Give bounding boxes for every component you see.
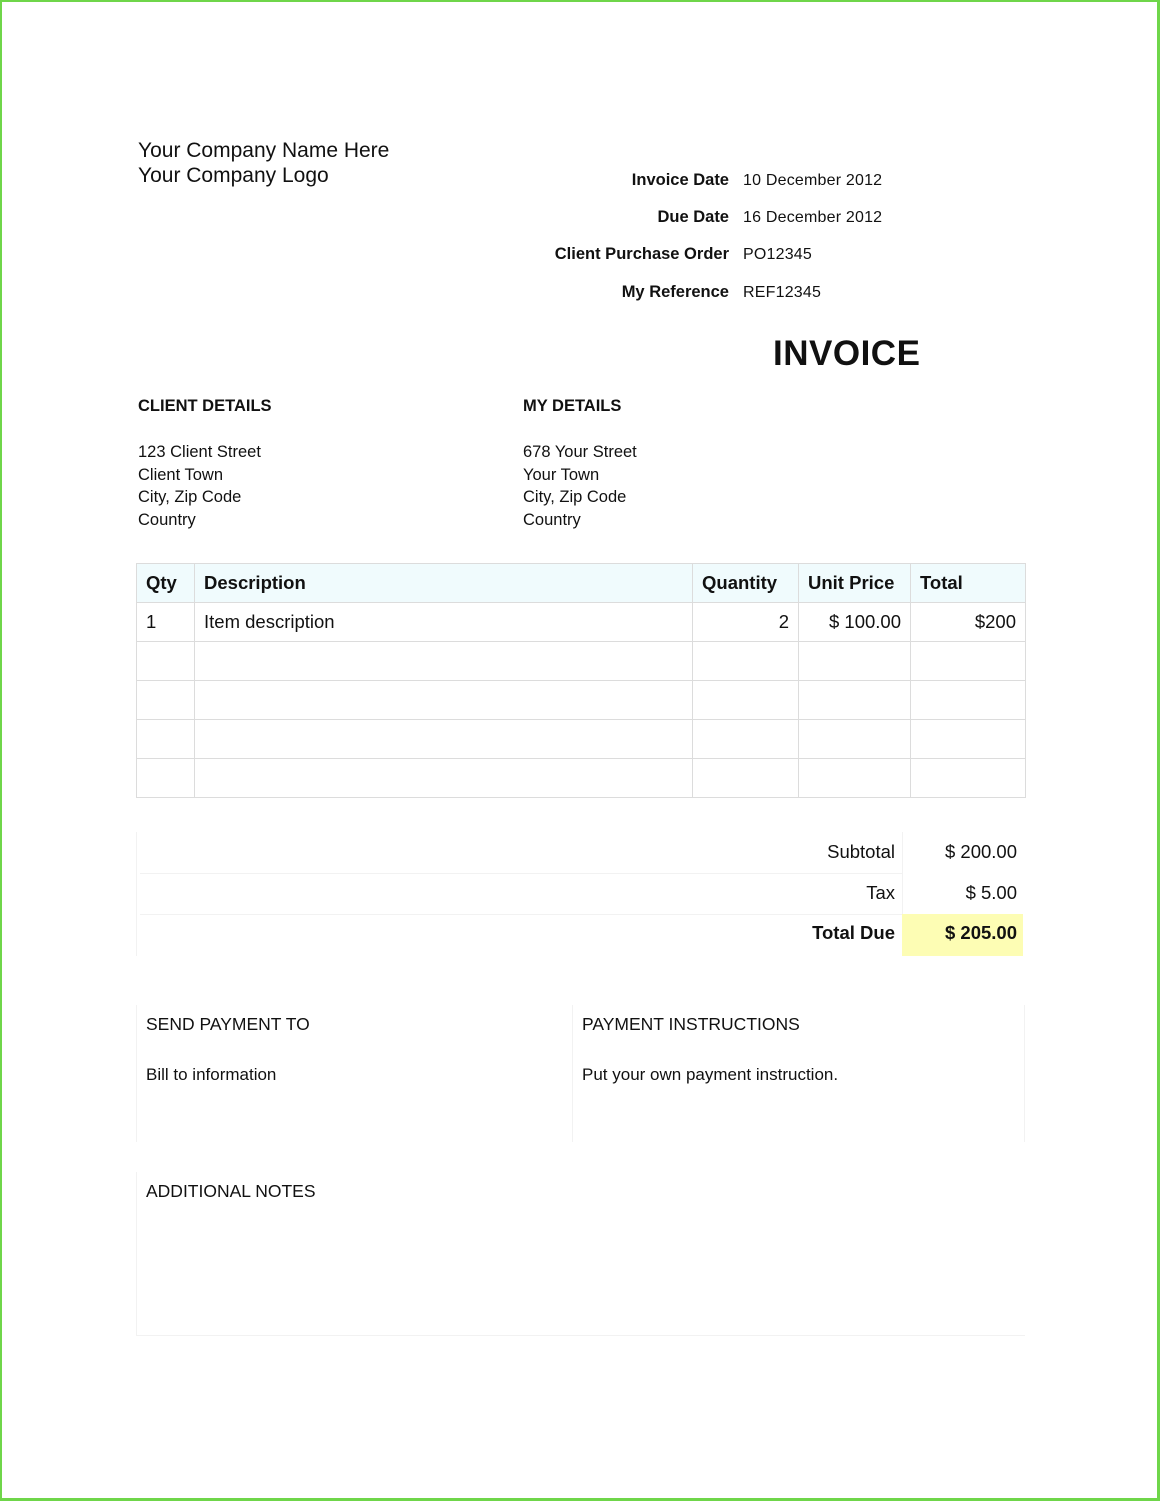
- table-row: [137, 759, 1026, 798]
- client-address: [138, 441, 261, 531]
- cell-description: Item description: [195, 603, 693, 642]
- cell-quantity: [693, 759, 799, 798]
- column-header-qty: Qty: [137, 564, 195, 603]
- my-details-heading: MY DETAILS: [523, 397, 622, 415]
- table-row: [137, 642, 1026, 681]
- cell-description: [195, 681, 693, 720]
- client-address-line: Country: [138, 510, 196, 529]
- column-header-quantity: Quantity: [693, 564, 799, 603]
- reference-label: My Reference: [621, 283, 729, 301]
- cell-quantity: [693, 681, 799, 720]
- invoice-date-value: 10 December 2012: [743, 172, 883, 189]
- cell-quantity: [693, 642, 799, 681]
- company-logo: Your Company Logo: [138, 164, 329, 187]
- cell-quantity: 2: [693, 603, 799, 642]
- my-address: [523, 441, 637, 531]
- send-payment-body: Bill to information: [146, 1065, 277, 1084]
- cell-total: [911, 759, 1026, 798]
- column-header-description: Description: [195, 564, 693, 603]
- items-table: [136, 563, 1026, 798]
- my-address-line: Country: [523, 510, 581, 529]
- subtotal-row: [136, 832, 1025, 872]
- payment-instructions-body: Put your own payment instruction.: [582, 1065, 839, 1084]
- purchase-order-label: Client Purchase Order: [554, 245, 729, 263]
- company-name: Your Company Name Here: [138, 139, 390, 162]
- total-due-value: $ 205.00: [944, 922, 1017, 943]
- my-address-line: 678 Your Street: [523, 443, 637, 461]
- cell-qty: [137, 642, 195, 681]
- my-address-line: City, Zip Code: [523, 488, 627, 506]
- totals-section: [136, 832, 1025, 956]
- cell-unit-price: [799, 720, 911, 759]
- reference-value: REF12345: [743, 284, 822, 301]
- subtotal-value: $ 200.00: [944, 841, 1017, 862]
- cell-total: [911, 720, 1026, 759]
- due-date-value: 16 December 2012: [743, 209, 883, 226]
- cell-unit-price: [799, 759, 911, 798]
- additional-notes-title: ADDITIONAL NOTES: [146, 1181, 316, 1201]
- notes-divider: [136, 1335, 1025, 1336]
- payment-divider: [572, 1005, 573, 1142]
- cell-total: [911, 681, 1026, 720]
- cell-total: $200: [911, 603, 1026, 642]
- cell-qty: 1: [137, 603, 195, 642]
- cell-qty: [137, 759, 195, 798]
- column-header-unit-price: Unit Price: [799, 564, 911, 603]
- payment-divider: [1024, 1005, 1025, 1142]
- invoice-date-label: Invoice Date: [631, 171, 729, 189]
- table-row: [137, 720, 1026, 759]
- due-date-label: Due Date: [657, 208, 729, 226]
- column-header-total: Total: [911, 564, 1026, 603]
- client-address-line: Client Town: [138, 465, 223, 484]
- table-row: [137, 603, 1026, 642]
- client-address-line: City, Zip Code: [138, 488, 242, 506]
- purchase-order-value: PO12345: [743, 246, 813, 263]
- tax-row: [136, 873, 1025, 913]
- my-address-line: Your Town: [523, 465, 600, 484]
- subtotal-label: Subtotal: [827, 841, 895, 862]
- tax-label: Tax: [866, 882, 895, 903]
- cell-quantity: [693, 720, 799, 759]
- cell-unit-price: [799, 642, 911, 681]
- tax-value: $ 5.00: [965, 882, 1017, 903]
- cell-total: [911, 642, 1026, 681]
- send-payment-title: SEND PAYMENT TO: [146, 1014, 310, 1034]
- table-row: [137, 681, 1026, 720]
- cell-description: [195, 759, 693, 798]
- cell-qty: [137, 720, 195, 759]
- cell-unit-price: [799, 681, 911, 720]
- invoice-title: INVOICE: [773, 334, 921, 373]
- cell-description: [195, 720, 693, 759]
- payment-divider: [136, 1005, 137, 1142]
- company-block: [138, 138, 389, 188]
- cell-description: [195, 642, 693, 681]
- total-due-row: [136, 913, 1025, 953]
- client-address-line: 123 Client Street: [138, 443, 261, 461]
- notes-divider: [136, 1172, 137, 1335]
- client-details-heading: CLIENT DETAILS: [138, 397, 272, 415]
- total-due-label: Total Due: [812, 922, 895, 943]
- payment-instructions-title: PAYMENT INSTRUCTIONS: [582, 1014, 800, 1034]
- cell-unit-price: $ 100.00: [799, 603, 911, 642]
- table-header-row: [137, 564, 1026, 603]
- cell-qty: [137, 681, 195, 720]
